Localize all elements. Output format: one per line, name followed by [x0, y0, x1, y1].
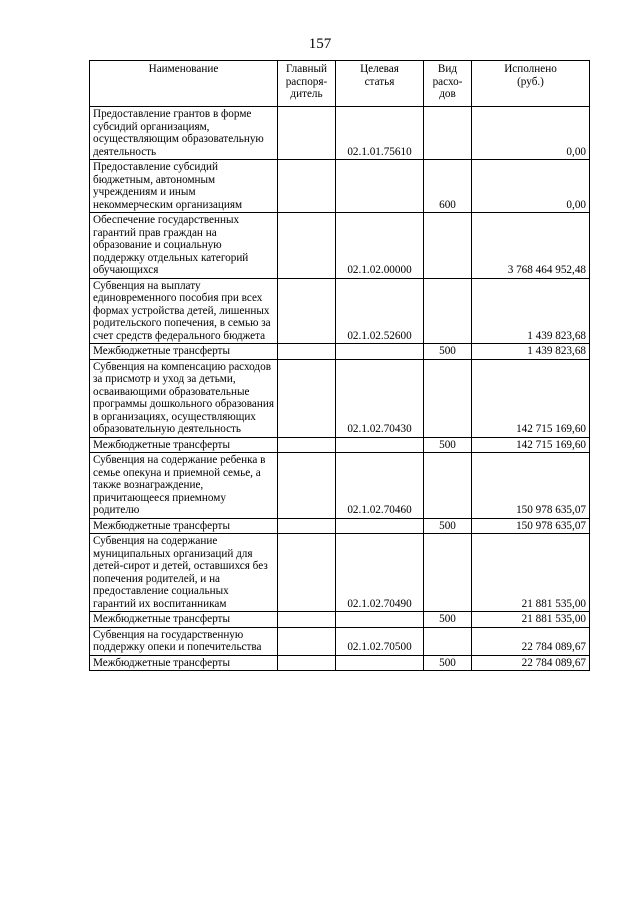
table-row [90, 453, 590, 519]
table-row [90, 160, 590, 213]
cell-kind [424, 359, 472, 437]
header-chief: Главный распоря- дитель [278, 61, 336, 107]
table-row [90, 437, 590, 453]
cell-name: Субвенция на содержание ребенка в семье опекуна и приемной семье, а также вознаграждение, причитающееся приемному родителю [90, 453, 278, 519]
table-row [90, 655, 590, 671]
table-row [90, 518, 590, 534]
cell-chief [278, 627, 336, 655]
cell-kind: 500 [424, 655, 472, 671]
cell-kind [424, 278, 472, 344]
cell-sum: 142 715 169,60 [472, 437, 590, 453]
cell-chief [278, 107, 336, 160]
cell-code: 02.1.01.75610 [336, 107, 424, 160]
cell-kind [424, 107, 472, 160]
cell-kind: 500 [424, 344, 472, 360]
cell-kind: 500 [424, 518, 472, 534]
header-name: Наименование [90, 61, 278, 107]
cell-code [336, 344, 424, 360]
cell-sum: 1 439 823,68 [472, 344, 590, 360]
cell-code: 02.1.02.70490 [336, 534, 424, 612]
cell-kind [424, 534, 472, 612]
cell-chief [278, 612, 336, 628]
cell-chief [278, 655, 336, 671]
cell-name: Предоставление грантов в форме субсидий организациям, осуществляющим образовательную деятельность [90, 107, 278, 160]
cell-code: 02.1.02.52600 [336, 278, 424, 344]
cell-chief [278, 534, 336, 612]
cell-name: Предоставление субсидий бюджетным, автономным учреждениям и иным некоммерческим организациям [90, 160, 278, 213]
cell-name: Обеспечение государственных гарантий прав граждан на образование и социальную поддержку отдельных категорий обучающихся [90, 213, 278, 279]
cell-chief [278, 437, 336, 453]
cell-chief [278, 518, 336, 534]
cell-kind [424, 627, 472, 655]
cell-sum: 0,00 [472, 160, 590, 213]
cell-sum: 150 978 635,07 [472, 453, 590, 519]
cell-chief [278, 160, 336, 213]
cell-chief [278, 453, 336, 519]
cell-code [336, 160, 424, 213]
table-row [90, 278, 590, 344]
cell-name: Межбюджетные трансферты [90, 655, 278, 671]
cell-name: Межбюджетные трансферты [90, 612, 278, 628]
cell-code [336, 655, 424, 671]
cell-name: Субвенция на государственную поддержку опеки и попечительства [90, 627, 278, 655]
cell-chief [278, 359, 336, 437]
cell-code [336, 518, 424, 534]
table-row [90, 107, 590, 160]
cell-name: Субвенция на выплату единовременного пособия при всех формах устройства детей, лишенных родительского попечения, в семью за счет средств федерального бюджета [90, 278, 278, 344]
cell-chief [278, 213, 336, 279]
table-row [90, 612, 590, 628]
cell-name: Субвенция на содержание муниципальных организаций для детей-сирот и детей, оставшихся без попечения родителей, и на предоставление социальных гарантий их воспитанникам [90, 534, 278, 612]
table-row [90, 359, 590, 437]
cell-kind: 600 [424, 160, 472, 213]
cell-sum: 0,00 [472, 107, 590, 160]
cell-kind [424, 453, 472, 519]
cell-code: 02.1.02.70430 [336, 359, 424, 437]
cell-sum: 142 715 169,60 [472, 359, 590, 437]
cell-name: Субвенция на компенсацию расходов за присмотр и уход за детьми, осваивающими образовательные программы дошкольного образования в организациях, осуществляющих образовательную деятельность [90, 359, 278, 437]
cell-kind [424, 213, 472, 279]
cell-chief [278, 344, 336, 360]
table-row [90, 344, 590, 360]
cell-sum: 22 784 089,67 [472, 627, 590, 655]
cell-name: Межбюджетные трансферты [90, 437, 278, 453]
cell-sum: 3 768 464 952,48 [472, 213, 590, 279]
table-row [90, 534, 590, 612]
page-number: 157 [308, 36, 332, 52]
cell-name: Межбюджетные трансферты [90, 518, 278, 534]
header-kind: Вид расхо- дов [424, 61, 472, 107]
cell-code [336, 437, 424, 453]
header-code: Целевая статья [336, 61, 424, 107]
cell-sum: 150 978 635,07 [472, 518, 590, 534]
header-sum: Исполнено (руб.) [472, 61, 590, 107]
table-row [90, 213, 590, 279]
cell-sum: 21 881 535,00 [472, 534, 590, 612]
cell-name: Межбюджетные трансферты [90, 344, 278, 360]
table-header-row [90, 61, 590, 107]
budget-table [89, 60, 590, 671]
cell-sum: 21 881 535,00 [472, 612, 590, 628]
cell-code: 02.1.02.70500 [336, 627, 424, 655]
cell-sum: 1 439 823,68 [472, 278, 590, 344]
cell-code: 02.1.02.00000 [336, 213, 424, 279]
cell-chief [278, 278, 336, 344]
cell-code: 02.1.02.70460 [336, 453, 424, 519]
table-row [90, 627, 590, 655]
cell-kind: 500 [424, 612, 472, 628]
cell-code [336, 612, 424, 628]
cell-kind: 500 [424, 437, 472, 453]
cell-sum: 22 784 089,67 [472, 655, 590, 671]
